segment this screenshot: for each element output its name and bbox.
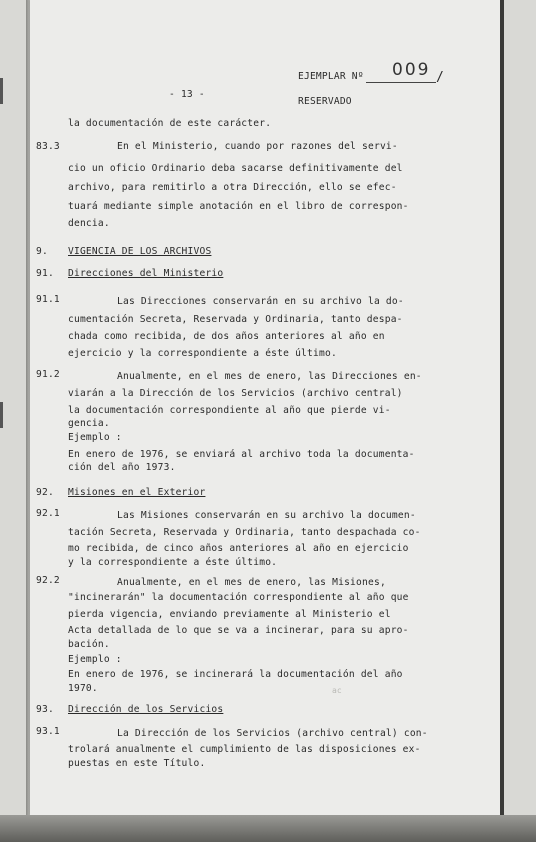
binding-mark <box>0 402 3 428</box>
text-line: 92.1 <box>36 508 60 519</box>
text-line: En el Ministerio, cuando por razones del servi- <box>117 141 398 152</box>
text-line: 93. <box>36 704 54 715</box>
text-line: pierda vigencia, enviando previamente al Ministerio el <box>68 609 391 620</box>
text-line: trolará anualmente el cumplimiento de las disposiciones ex- <box>68 744 421 755</box>
text-line: En enero de 1976, se incinerará la documentación del año <box>68 669 403 680</box>
text-line: archivo, para remitirlo a otra Dirección, ello se efec- <box>68 182 397 193</box>
classification-label: RESERVADO <box>298 96 352 107</box>
text-line: puestas en este Título. <box>68 758 206 769</box>
text-line: gencia. <box>68 418 110 429</box>
text-line: ejercicio y la correspondiente a éste último. <box>68 348 337 359</box>
text-line: 9. <box>36 246 48 257</box>
text-line: ción del año 1973. <box>68 462 176 473</box>
text-line: Anualmente, en el mes de enero, las Misiones, <box>117 577 386 588</box>
text-line: la documentación correspondiente al año que pierde vi- <box>68 405 391 416</box>
text-line: Acta detallada de lo que se va a incinerar, para su apro- <box>68 625 409 636</box>
text-line: tuará mediante simple anotación en el libro de correspon- <box>68 201 409 212</box>
scan-right-edge <box>500 0 504 842</box>
text-line: 91. <box>36 268 54 279</box>
text-line: 91.1 <box>36 294 60 305</box>
section-heading: Direcciones del Ministerio <box>68 268 224 279</box>
page-number: - 13 - <box>169 89 205 100</box>
text-line: En enero de 1976, se enviará al archivo toda la documenta- <box>68 449 415 460</box>
text-line: mo recibida, de cinco años anteriores al año en ejercicio <box>68 543 409 554</box>
copy-slash: / <box>436 70 445 85</box>
text-line: cumentación Secreta, Reservada y Ordinaria, tanto despa- <box>68 314 403 325</box>
text-line: Las Misiones conservarán en su archivo la documen- <box>117 510 416 521</box>
text-line: cio un oficio Ordinario deba sacarse definitivamente del <box>68 163 403 174</box>
scan-bottom-edge <box>0 815 536 842</box>
copy-label: EJEMPLAR Nº <box>298 71 364 82</box>
text-line: 93.1 <box>36 726 60 737</box>
text-line: dencia. <box>68 218 110 229</box>
copy-number: 009 <box>392 60 431 80</box>
section-heading: Misiones en el Exterior <box>68 487 206 498</box>
text-line: 92.2 <box>36 575 60 586</box>
text-line: tación Secreta, Reservada y Ordinaria, tanto despachada co- <box>68 527 421 538</box>
text-line: 91.2 <box>36 369 60 380</box>
text-line: Ejemplo : <box>68 654 122 665</box>
copy-number-underline <box>366 82 436 83</box>
section-heading: VIGENCIA DE LOS ARCHIVOS <box>68 246 212 257</box>
text-line: Ejemplo : <box>68 432 122 443</box>
text-line: La Dirección de los Servicios (archivo central) con- <box>117 728 428 739</box>
text-line: 83.3 <box>36 141 60 152</box>
binding-mark <box>0 78 3 104</box>
text-line: y la correspondiente a éste último. <box>68 557 278 568</box>
text-line: 92. <box>36 487 54 498</box>
faint-mark: ac <box>332 686 342 695</box>
text-line: viarán a la Dirección de los Servicios (archivo central) <box>68 388 403 399</box>
text-line: bación. <box>68 639 110 650</box>
text-line: la documentación de este carácter. <box>68 118 272 129</box>
text-line: 1970. <box>68 683 98 694</box>
text-line: chada como recibida, de dos años anteriores al año en <box>68 331 385 342</box>
text-line: Anualmente, en el mes de enero, las Direcciones en- <box>117 371 422 382</box>
text-line: Las Direcciones conservarán en su archivo la do- <box>117 296 404 307</box>
text-line: "incinerarán" la documentación correspondiente al año que <box>68 592 409 603</box>
section-heading: Dirección de los Servicios <box>68 704 224 715</box>
